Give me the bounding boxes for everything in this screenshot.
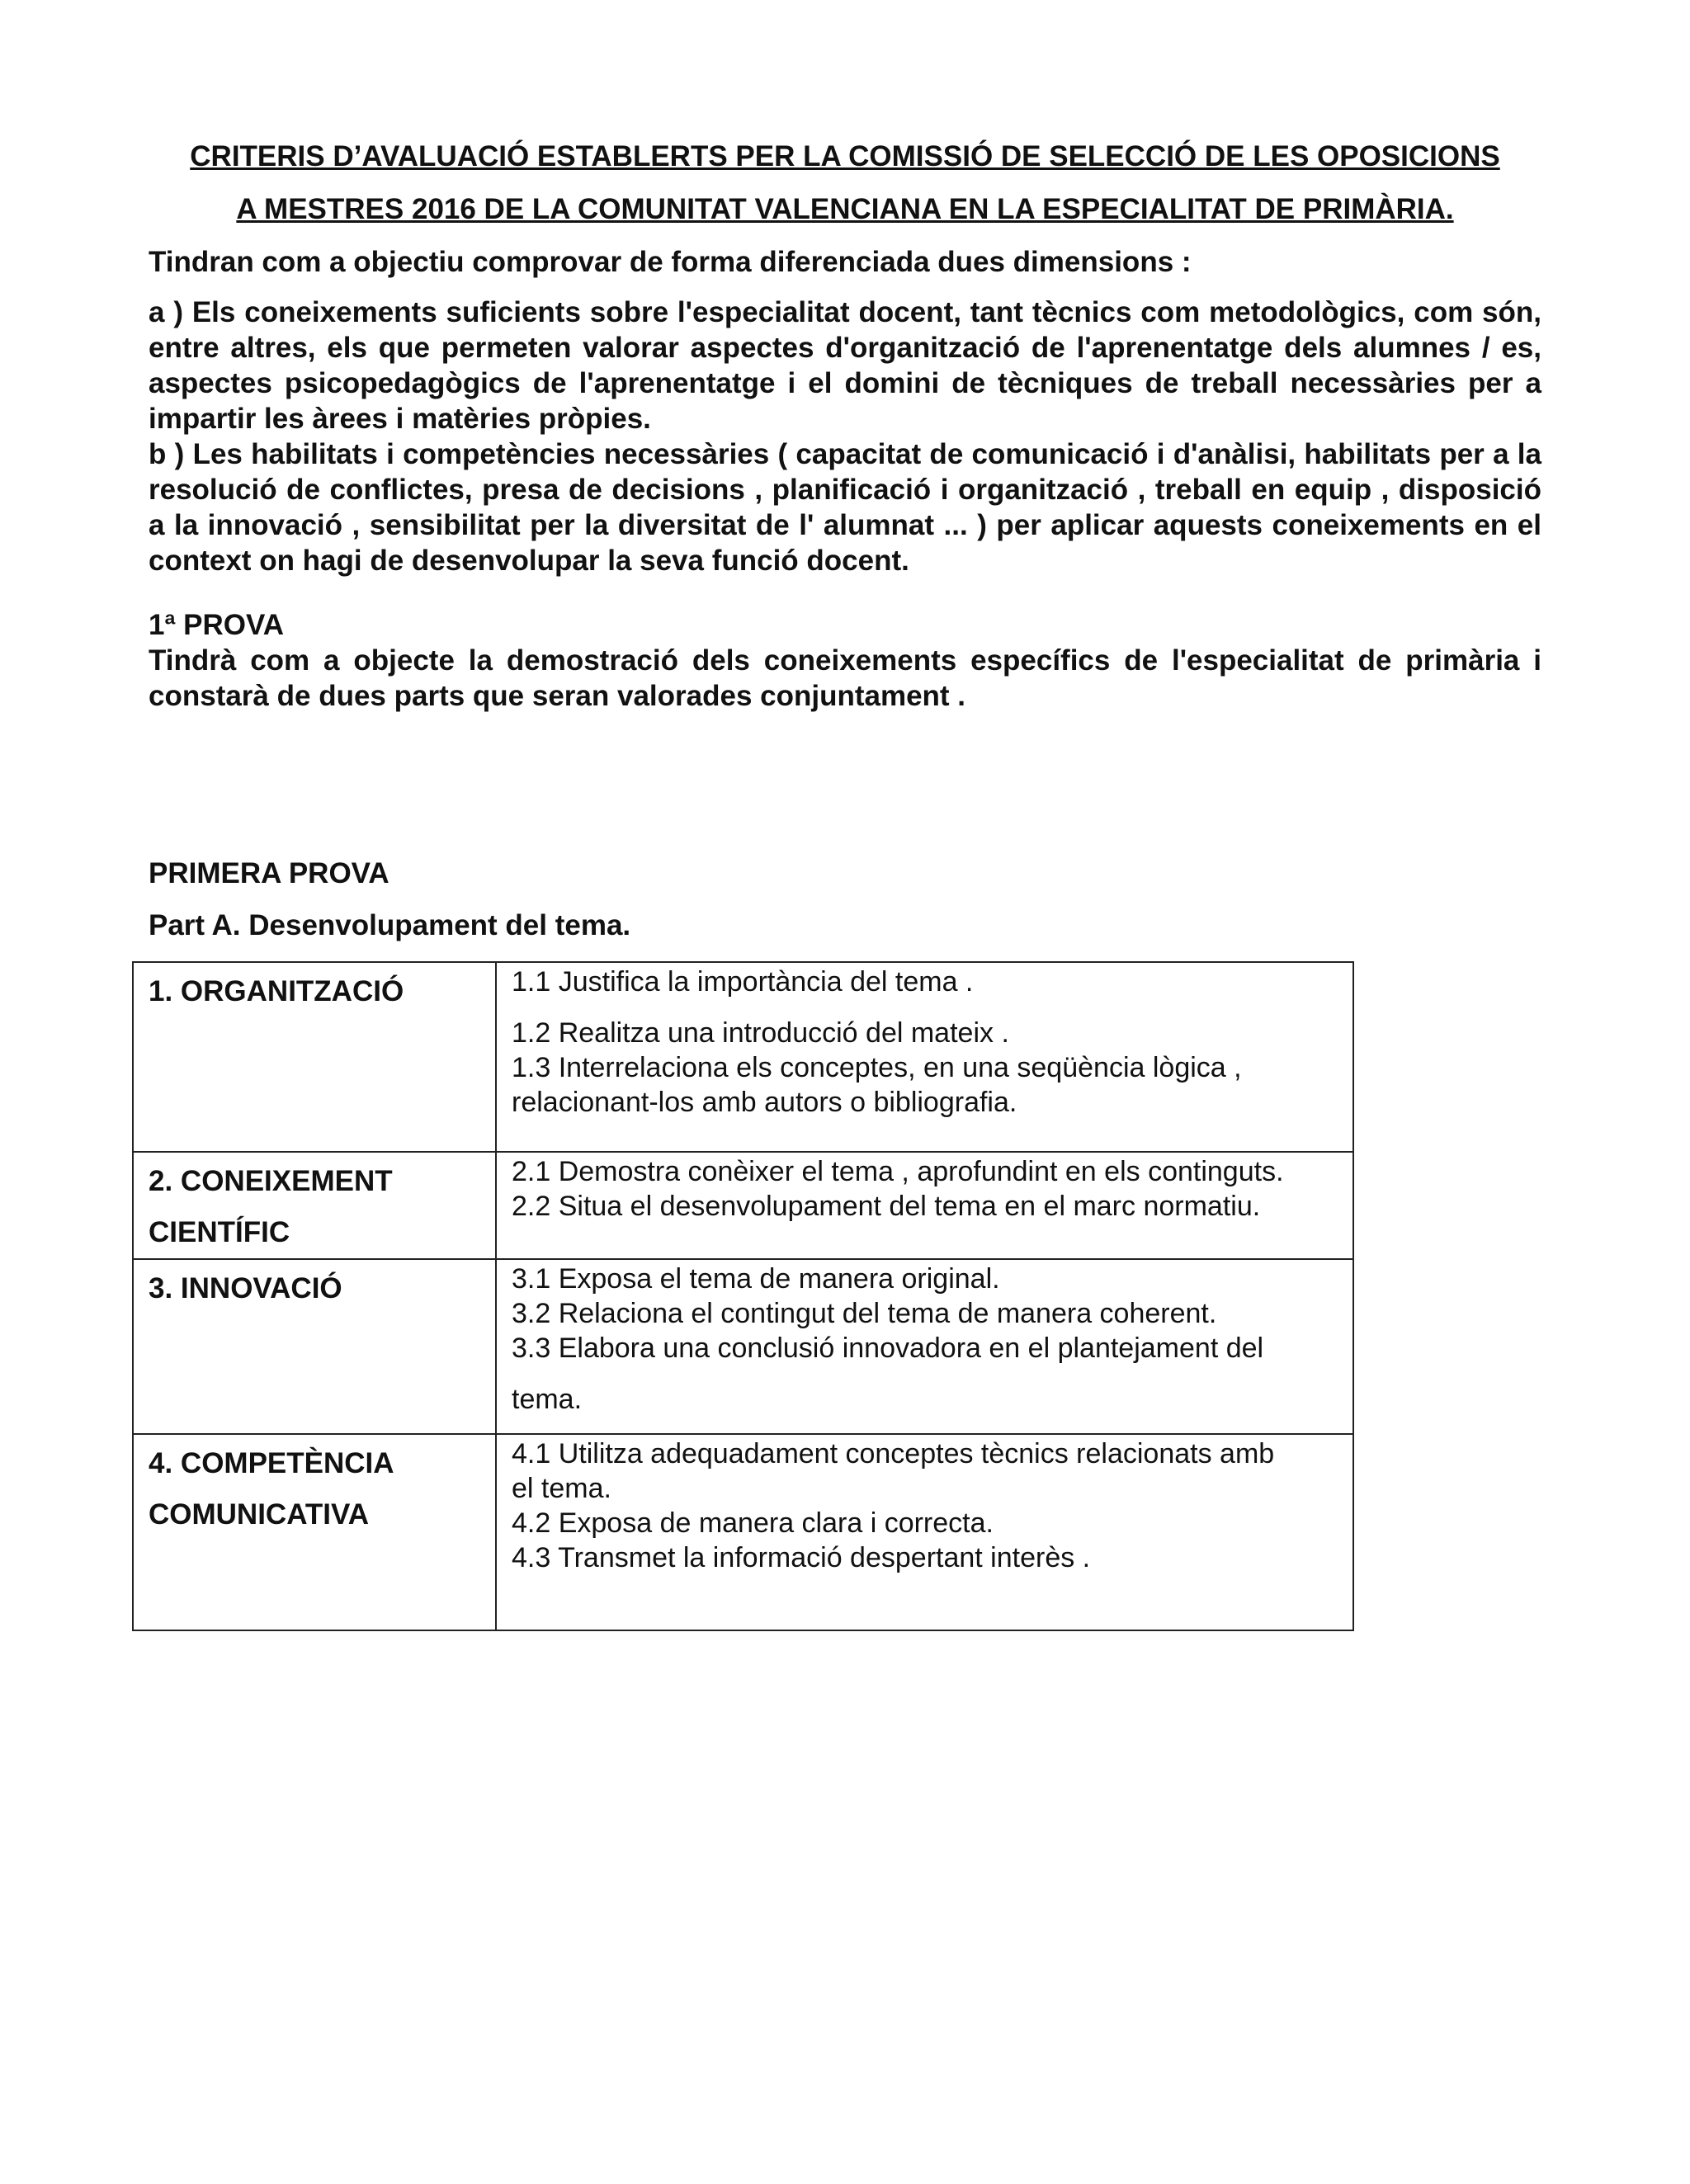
criterion-item: 3.1 Exposa el tema de manera original. bbox=[512, 1263, 1000, 1295]
criterion-name bbox=[133, 1434, 496, 1630]
criterion-name-line: 1. ORGANITZACIÓ bbox=[149, 975, 404, 1007]
criterion-item: 1.2 Realitza una introducció del mateix . bbox=[512, 1017, 1009, 1049]
dimension-a-paragraph: a ) Els coneixements suficients sobre l'especialitat docent, tant tècnics com metodològics, com són, entre altres, els que permeten valorar aspectes d'organització de l'aprenentatge dels alumnes / es, aspectes psicopedagògics de l'aprenentatge i el domini de tècniques de treball necessàries per a impartir les àrees i matèries pròpies. bbox=[149, 296, 1541, 435]
criterion-item: el tema. bbox=[512, 1473, 611, 1504]
criterion-items bbox=[496, 1259, 1353, 1434]
criterion-name-line: 2. CONEIXEMENT bbox=[149, 1165, 393, 1197]
criterion-name bbox=[133, 1152, 496, 1259]
criterion-item: 4.2 Exposa de manera clara i correcta. bbox=[512, 1507, 994, 1539]
criterion-name-line: CIENTÍFIC bbox=[149, 1216, 290, 1248]
table-row bbox=[133, 962, 1353, 1152]
criterion-item: 4.1 Utilitza adequadament conceptes tècnics relacionats amb bbox=[512, 1438, 1275, 1469]
criterion-name-line: 3. INNOVACIÓ bbox=[149, 1272, 342, 1304]
criterion-item: 4.3 Transmet la informació despertant interès . bbox=[512, 1542, 1091, 1573]
section-subheading: Part A. Desenvolupament del tema. bbox=[149, 909, 631, 941]
criterion-name bbox=[133, 962, 496, 1152]
criterion-items bbox=[496, 962, 1353, 1152]
criterion-item: tema. bbox=[512, 1384, 583, 1415]
document-title-line-2: A MESTRES 2016 DE LA COMUNITAT VALENCIANA EN LA ESPECIALITAT DE PRIMÀRIA. bbox=[236, 193, 1454, 225]
intro-lead: Tindran com a objectiu comprovar de forma diferenciada dues dimensions : bbox=[149, 246, 1192, 278]
first-test-label: 1ª PROVA bbox=[149, 609, 285, 641]
table-row bbox=[133, 1259, 1353, 1434]
table-row bbox=[133, 1434, 1353, 1630]
first-test-description: Tindrà com a objecte la demostració dels coneixements específics de l'especialitat de primària i constarà de dues parts que seran valorades conjuntament . bbox=[149, 644, 1541, 712]
criterion-item: 2.2 Situa el desenvolupament del tema en el marc normatiu. bbox=[512, 1191, 1261, 1222]
document-title-line-1: CRITERIS D’AVALUACIÓ ESTABLERTS PER LA COMISSIÓ DE SELECCIÓ DE LES OPOSICIONS bbox=[190, 140, 1500, 172]
table-row bbox=[133, 1152, 1353, 1259]
criterion-item: 2.1 Demostra conèixer el tema , aprofundint en els continguts. bbox=[512, 1156, 1284, 1187]
criterion-name-line: 4. COMPETÈNCIA bbox=[149, 1447, 394, 1479]
dimensions-block bbox=[149, 295, 1541, 578]
criterion-item: 1.3 Interrelaciona els conceptes, en una seqüència lògica , bbox=[512, 1052, 1242, 1083]
criterion-item: 3.3 Elabora una conclusió innovadora en el plantejament del bbox=[512, 1333, 1264, 1364]
criteria-table bbox=[132, 961, 1354, 1631]
criterion-item: 3.2 Relaciona el contingut del tema de manera coherent. bbox=[512, 1298, 1217, 1329]
criterion-items bbox=[496, 1152, 1353, 1259]
criterion-name-line: COMUNICATIVA bbox=[149, 1498, 370, 1531]
dimension-b-paragraph: b ) Les habilitats i competències necessàries ( capacitat de comunicació i d'anàlisi, habilitats per a la resolució de conflictes, presa de decisions , planificació i organització , treball en equip , disposició a la innovació , sensibilitat per la diversitat de l' alumnat ... ) per aplicar aquests coneixements en el context on hagi de desenvolupar la seva funció docent. bbox=[149, 438, 1541, 577]
criterion-item: 1.1 Justifica la importància del tema . bbox=[512, 966, 974, 998]
criterion-name bbox=[133, 1259, 496, 1434]
criterion-item: relacionant-los amb autors o bibliografia. bbox=[512, 1087, 1017, 1118]
criterion-items bbox=[496, 1434, 1353, 1630]
section-heading: PRIMERA PROVA bbox=[149, 857, 389, 889]
